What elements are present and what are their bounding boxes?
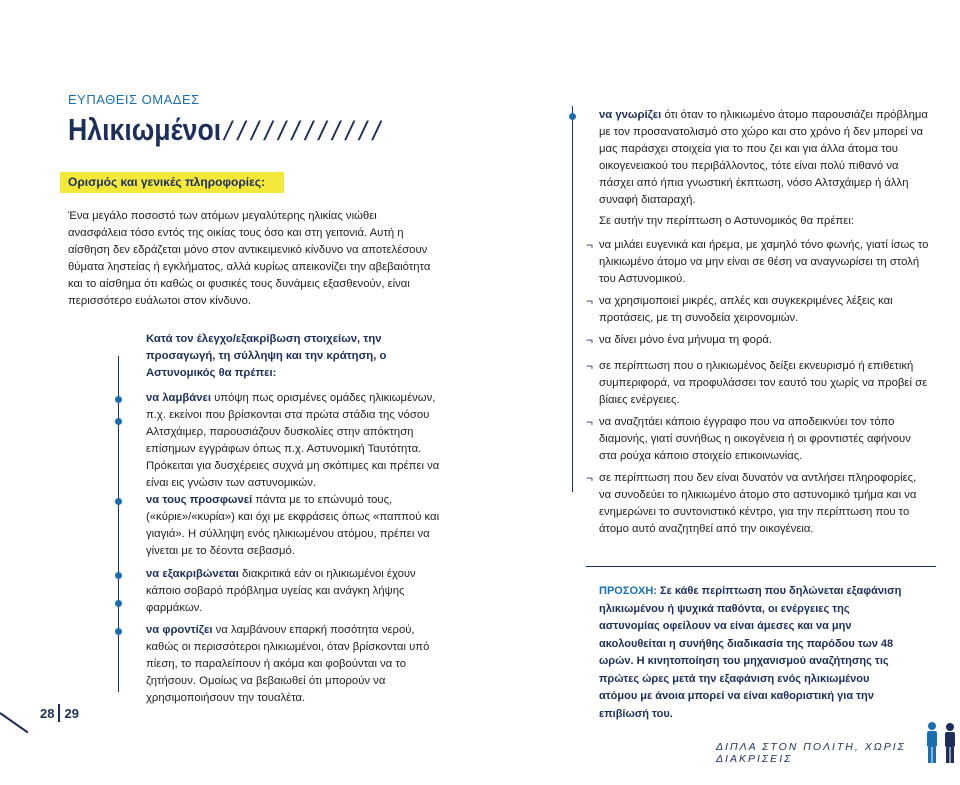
definition-heading-box (60, 172, 284, 193)
bullet-mark-icon: ¬ (586, 294, 594, 308)
right-first-item (599, 107, 929, 209)
bullet-mark-icon: ¬ (586, 238, 594, 252)
bullet-mark-icon: ¬ (586, 359, 594, 373)
item-text: υπόψη πως ορισμένες ομάδες ηλικιωμένων, π.χ. εκείνοι που βρίσκονται στα πρώτα στάδια της νόσου Αλτσχάιμερ, παρουσιάζουν δυσκολίες στην απόκτηση επίσημων εγγράφων όπως π.χ. Αστυνομική Ταυτότητα. Πρόκειται για δυσχέρειες συχνά μη σκόπιμες και πρέπει να είναι εις γνώσιν των αστυνομικών. (146, 392, 440, 489)
list-item: να αναζητάει κάποιο έγγραφο που να αποδεικνύει τον τόπο διαμονής, γιατί συνήθως η οικογένεια ή οι φροντιστές αφήνουν στα ρούχα κάποιο στοιχείο επικοινωνίας. (599, 416, 911, 462)
definition-heading: Ορισμός και γενικές πληροφορίες: (68, 175, 266, 189)
list-item: να μιλάει ευγενικά και ήρεμα, με χαμηλό τόνο φωνής, γιατί ίσως το ηλικιωμένο άτομο να μην είναι σε θέση να αναγνωρίσει τη στολή του Αστυνομικού. (599, 239, 929, 285)
item-verb: να εξακριβώνεται (146, 568, 239, 580)
note-label: ΠΡΟΣΟΧΗ: (599, 585, 657, 597)
bullet-mark-icon: ¬ (586, 415, 594, 429)
bullet-dot (115, 418, 122, 425)
divider (586, 566, 936, 567)
people-icon (924, 720, 960, 771)
people-figures-icon (924, 720, 960, 766)
title-text: Ηλικιωμένοι (68, 112, 222, 147)
item-text: διακριτικά εάν οι ηλικιωμένοι έχουν κάποιο σοβαρό πρόβλημα υγείας και ανάγκη λήψης φαρμάκων. (146, 568, 416, 614)
list-item (146, 622, 446, 707)
attention-note (599, 583, 909, 723)
item-verb: να φροντίζει (146, 624, 213, 636)
item-text: ότι όταν το ηλικιωμένο άτομο παρουσιάζει πρόβλημα με τον προσανατολισμό στο χώρο και στο χρόνο ή δεν μπορεί να μας παράσχει στοιχεία για το που ζει και για άλλα άτομα του οικογενειακού του περιβάλλοντος, τότε είναι πολύ πιθανό να πάσχει από ήπια γνωστική έκπτωση, νόσο Αλτσχάιμερ ή άλλη συναφή διαταραχή. (599, 109, 928, 206)
list-item: σε περίπτωση που δεν είναι δυνατόν να αντλήσει πληροφορίες, να συνοδεύει το ηλικιωμένο άτομο στο αστυνομικό τμήμα και να ενημερώνει το συντονιστικό κέντρο, για την περίπτωση που το άτομο αυτό αναζητηθεί από την οικογένεια. (599, 472, 917, 535)
item-text: να λαμβάνουν επαρκή ποσότητα νερού, καθώς οι περισσότεροι ηλικιωμένοι, όταν βρίσκονται υπό πίεση, το παραλείπουν ή ακόμα και φοβούνται να το ζητήσουν. Ομοίως να βεβαιωθεί ότι μπορούν να χρησιμοποιήσουν την τουαλέτα. (146, 624, 430, 704)
bullet-dot (115, 498, 122, 505)
list-item (146, 566, 446, 617)
list-item: να χρησιμοποιεί μικρές, απλές και συγκεκριμένες λέξεις και προτάσεις, με τη συνοδεία χειρονομιών. (599, 295, 893, 324)
page-right: 29 (64, 705, 79, 721)
bullet-dot (115, 628, 122, 635)
control-box-heading: Κατά τον έλεγχο/εξακρίβωση στοιχείων, την προσαγωγή, τη σύλληψη και την κράτηση, ο Αστυνομικός θα πρέπει: (146, 333, 387, 379)
page-left: 28 (40, 705, 55, 721)
bullet-mark-icon: ¬ (586, 333, 594, 347)
list-item: σε περίπτωση που ο ηλικιωμένος δείξει εκνευρισμό ή επιθετική συμπεριφορά, να προφυλάσσει τον εαυτό του χωρίς να προβεί σε βίαιες ενέργειες. (599, 360, 928, 406)
note-text: Σε κάθε περίπτωση που δηλώνεται εξαφάνιση ηλικιωμένου ή ψυχικά παθόντα, οι ενέργειες της αστυνομίας οφείλουν να είναι άμεσες και να μην ακολουθείται η συνήθης διαδικασία της παρόδου των 48 ωρών. Η κινητοποίηση του μηχανισμού αναζήτησης τις πρώτες ώρες μετά την εξαφάνιση ενός ηλικιωμένου ατόμου με άνοια μπορεί να είναι καθοριστική για την επιβίωσή του. (599, 585, 902, 720)
right-timeline-line (572, 106, 573, 492)
page-numbers (40, 704, 79, 722)
list-item (146, 390, 446, 492)
bullet-dot (115, 600, 122, 607)
bullet-dot (569, 113, 576, 120)
list-item (146, 492, 446, 560)
title-slashes: //////////// (224, 116, 387, 146)
item-verb: να γνωρίζει (599, 109, 662, 121)
section-label: ΕΥΠΑΘΕΙΣ ΟΜΑΔΕΣ (68, 92, 200, 107)
bullet-mark-icon: ¬ (586, 471, 594, 485)
bullet-dot (115, 396, 122, 403)
right-intro: Σε αυτήν την περίπτωση ο Αστυνομικός θα πρέπει: (599, 215, 854, 227)
list-item: να δίνει μόνο ένα μήνυμα τη φορά. (599, 334, 773, 346)
footer-slogan: ΔΙΠΛΑ ΣΤΟΝ ΠΟΛΙΤΗ, ΧΩΡΙΣ ΔΙΑΚΡΙΣΕΙΣ (716, 741, 906, 765)
timeline-line (118, 356, 119, 692)
item-text: πάντα με το επώνυμό τους, («κύριε»/«κυρία») και όχι με εκφράσεις όπως «παππού και γιαγιά». Η σύλληψη ενός ηλικιωμένου ατόμου, πρέπει να γίνεται με το δέοντα σεβασμό. (146, 494, 440, 557)
item-verb: να λαμβάνει (146, 392, 211, 404)
bullet-dot (115, 572, 122, 579)
page-title (68, 112, 386, 148)
item-verb: να τους προσφωνεί (146, 494, 253, 506)
corner-line (0, 712, 28, 733)
definition-text: Ένα μεγάλο ποσοστό των ατόμων μεγαλύτερης ηλικίας νιώθει ανασφάλεια τόσο εντός της οικίας τους όσο και στη γειτονιά. Αυτή η αίσθηση δεν εδράζεται μόνο στον αντικειμενικό κίνδυνο να αποτελέσουν θύματα ληστείας ή εγκλήματος, αλλά κυρίως απεικονίζει την αβεβαιότητα και το αίσθημα ότι καθώς οι φυσικές τους δυνάμεις εξασθενούν, είναι περισσότερο ευάλωτοι στον κίνδυνο. (68, 210, 431, 307)
page-separator (58, 704, 60, 722)
